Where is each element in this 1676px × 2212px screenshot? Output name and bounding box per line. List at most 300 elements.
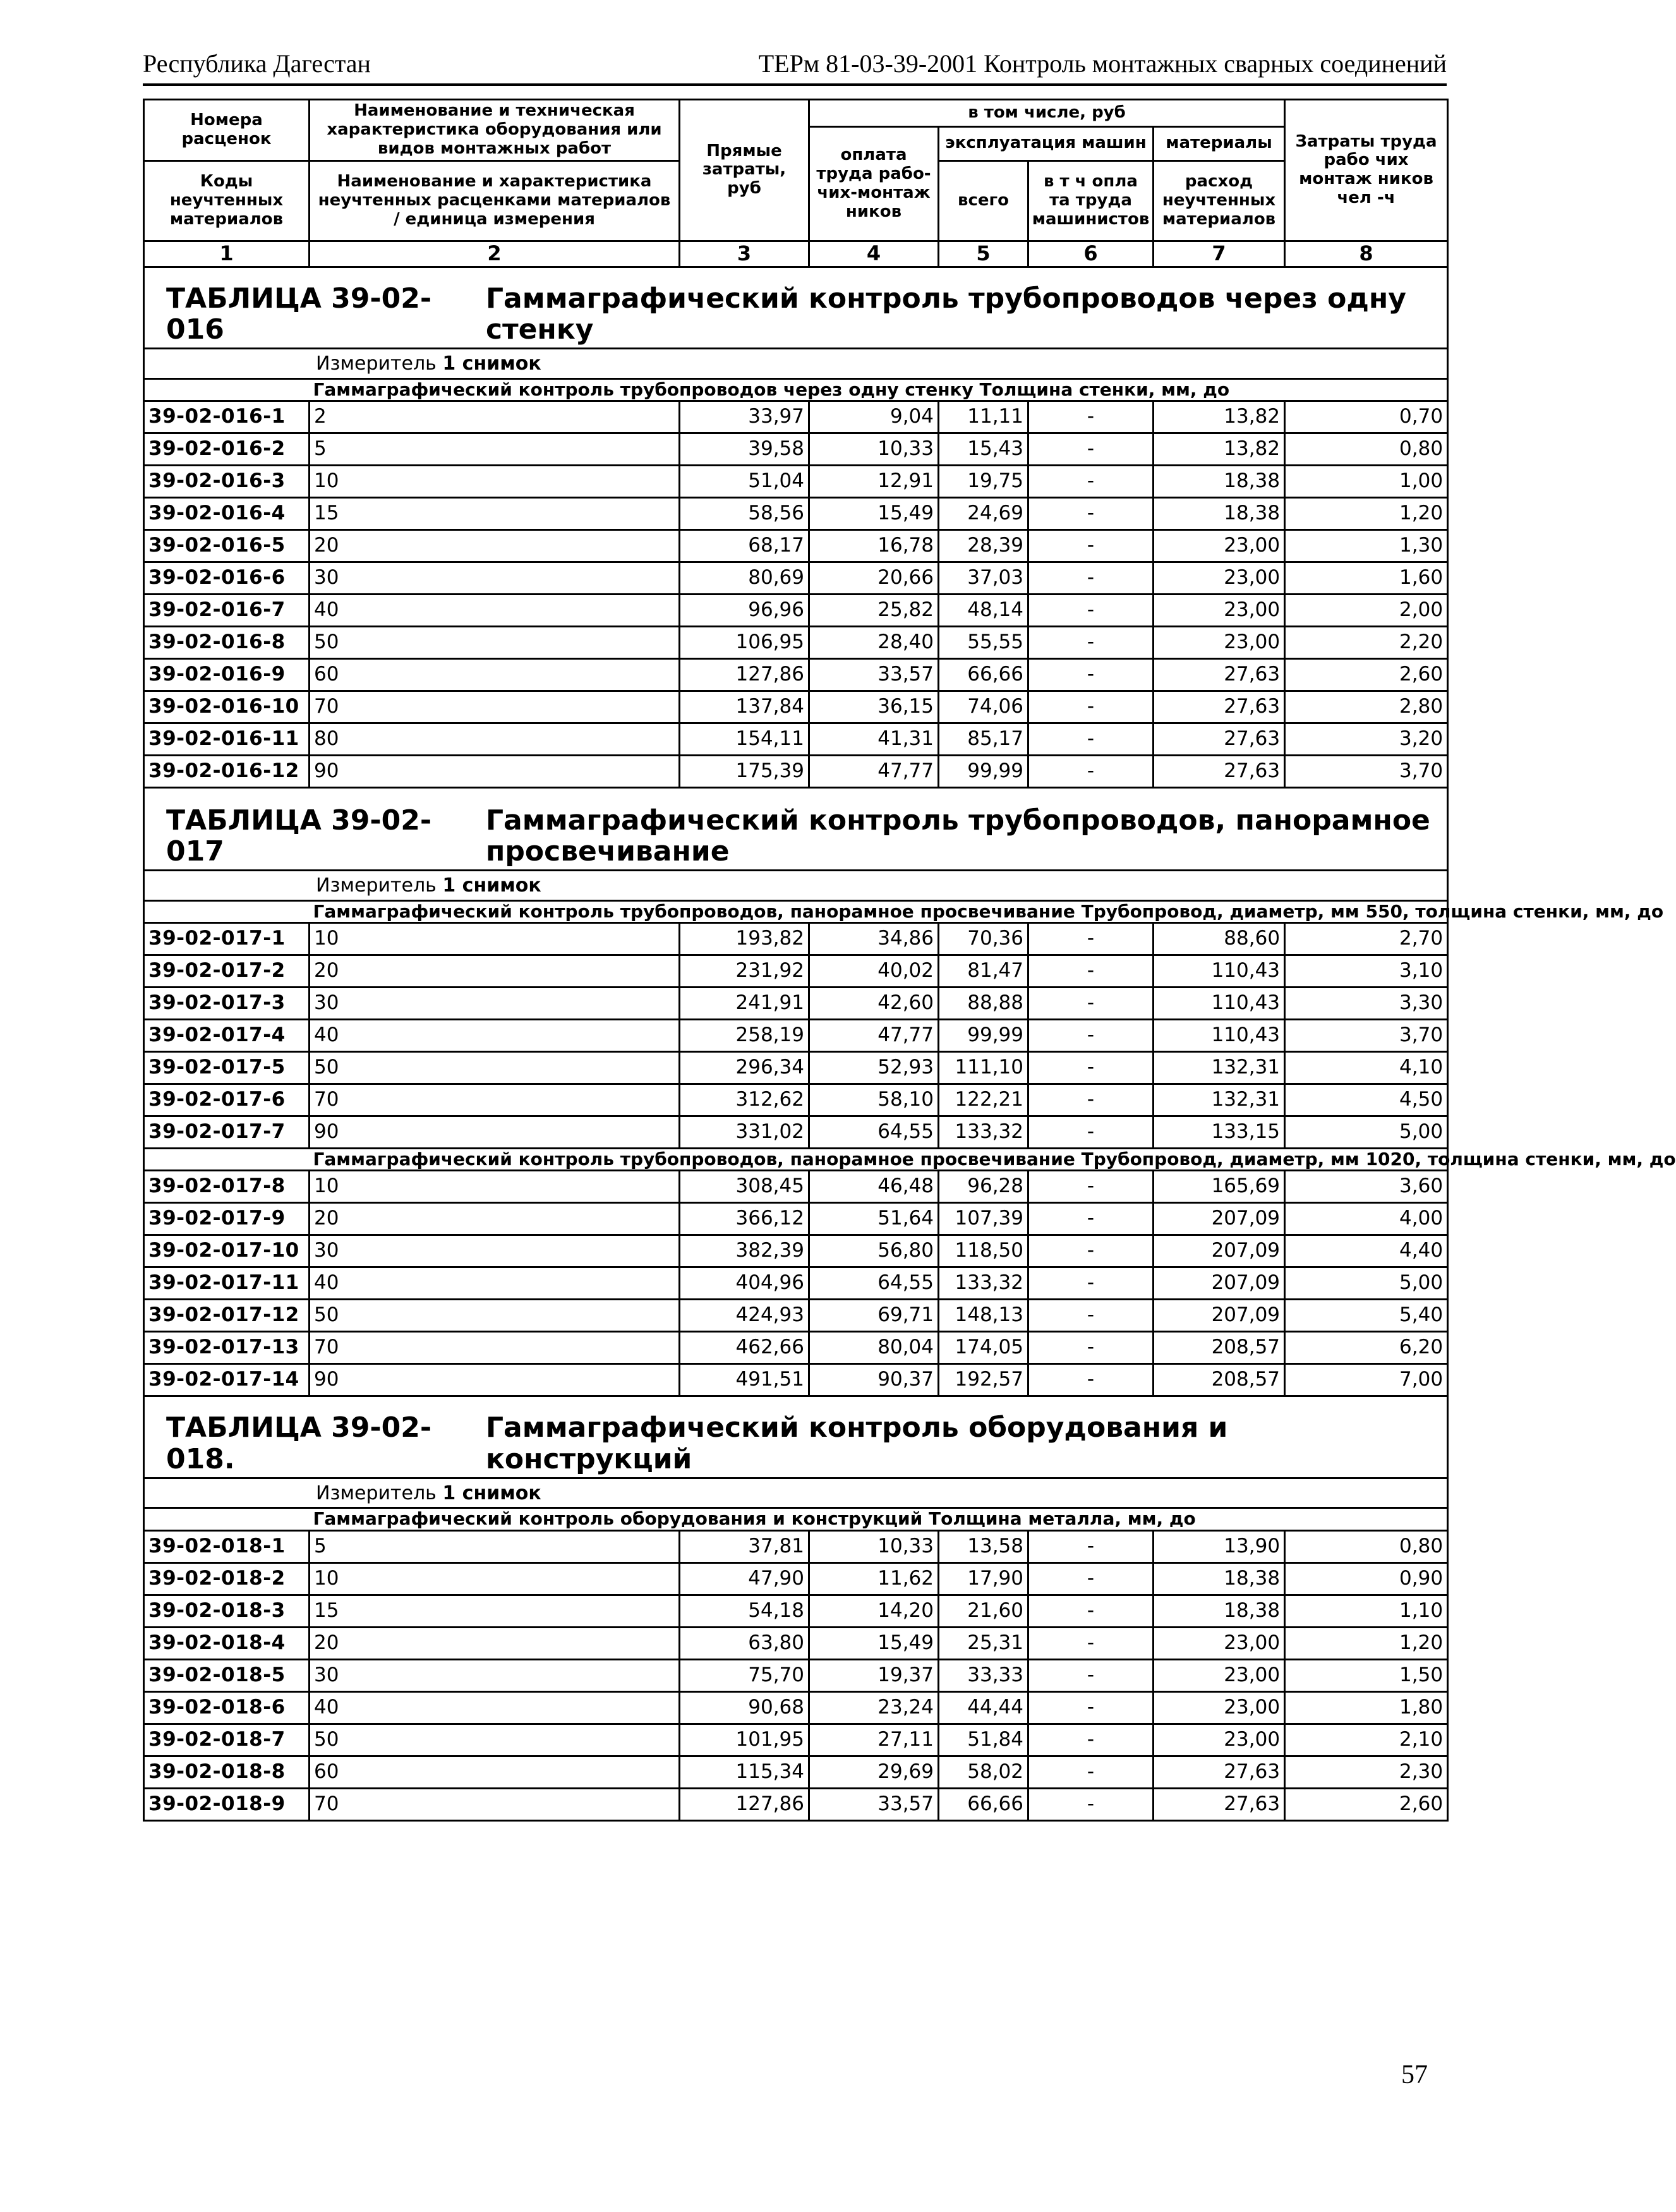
table-row <box>144 1595 1448 1627</box>
cell-operator-pay: - <box>1028 755 1154 787</box>
cell-rate-code: 39-02-016-2 <box>144 433 310 465</box>
column-number: 7 <box>1154 241 1285 267</box>
cell-machine-total: 118,50 <box>939 1235 1028 1267</box>
table-row <box>144 626 1448 658</box>
cell-labor-hours: 4,50 <box>1285 1084 1448 1116</box>
cell-direct-costs: 382,39 <box>680 1235 809 1267</box>
table-title-cell <box>144 787 1448 871</box>
cell-rate-code: 39-02-018-6 <box>144 1691 310 1724</box>
cell-labor-pay: 12,91 <box>809 465 939 497</box>
cell-labor-pay: 28,40 <box>809 626 939 658</box>
table-row <box>144 1724 1448 1756</box>
cell-operator-pay: - <box>1028 1171 1154 1203</box>
cell-labor-hours: 4,10 <box>1285 1052 1448 1084</box>
table-row <box>144 1171 1448 1203</box>
region-title: Республика Дагестан <box>143 49 371 78</box>
cell-parameter: 30 <box>310 1235 680 1267</box>
cell-parameter: 50 <box>310 1724 680 1756</box>
cell-direct-costs: 231,92 <box>680 955 809 988</box>
cell-direct-costs: 462,66 <box>680 1332 809 1364</box>
cell-materials: 27,63 <box>1154 658 1285 691</box>
cell-direct-costs: 51,04 <box>680 465 809 497</box>
cell-operator-pay: - <box>1028 1788 1154 1820</box>
section-spacer <box>144 378 310 401</box>
cell-rate-code: 39-02-018-3 <box>144 1595 310 1627</box>
cell-rate-code: 39-02-017-6 <box>144 1084 310 1116</box>
cell-labor-pay: 19,37 <box>809 1659 939 1691</box>
col-header-labor-costs: Затраты труда рабо чих монтаж ников чел -ч <box>1285 100 1448 241</box>
cell-parameter: 50 <box>310 626 680 658</box>
cell-direct-costs: 331,02 <box>680 1116 809 1149</box>
cell-rate-code: 39-02-016-12 <box>144 755 310 787</box>
cell-materials: 18,38 <box>1154 1562 1285 1595</box>
col-header-operator-pay: в т ч опла та труда машинистов <box>1028 160 1154 241</box>
cell-materials: 23,00 <box>1154 1724 1285 1756</box>
page-header <box>143 51 1447 86</box>
cell-parameter: 20 <box>310 955 680 988</box>
unit-label: Измеритель <box>316 353 437 375</box>
col-header-machine-total: всего <box>939 160 1028 241</box>
cell-direct-costs: 241,91 <box>680 988 809 1020</box>
cell-materials: 27,63 <box>1154 1788 1285 1820</box>
unit-row <box>144 349 1448 379</box>
cell-direct-costs: 106,95 <box>680 626 809 658</box>
cell-parameter: 80 <box>310 723 680 755</box>
cell-rate-code: 39-02-018-5 <box>144 1659 310 1691</box>
section-spacer <box>144 1508 310 1530</box>
cell-machine-total: 111,10 <box>939 1052 1028 1084</box>
table-row <box>144 1562 1448 1595</box>
table-row <box>144 755 1448 787</box>
table-name: Гаммаграфический контроль оборудования и конструкций <box>486 1411 1228 1475</box>
cell-machine-total: 51,84 <box>939 1724 1028 1756</box>
section-header-row <box>144 1149 1448 1171</box>
unit-cell <box>144 1478 1448 1508</box>
cell-materials: 133,15 <box>1154 1116 1285 1149</box>
cell-materials: 208,57 <box>1154 1364 1285 1396</box>
cell-materials: 207,09 <box>1154 1300 1285 1332</box>
cell-direct-costs: 96,96 <box>680 594 809 626</box>
cell-direct-costs: 366,12 <box>680 1203 809 1235</box>
cell-machine-total: 66,66 <box>939 658 1028 691</box>
cell-direct-costs: 404,96 <box>680 1267 809 1300</box>
table-row <box>144 1756 1448 1788</box>
cell-materials: 18,38 <box>1154 1595 1285 1627</box>
cell-operator-pay: - <box>1028 691 1154 723</box>
table-row <box>144 691 1448 723</box>
cell-labor-hours: 3,70 <box>1285 1020 1448 1052</box>
cell-machine-total: 48,14 <box>939 594 1028 626</box>
col-header-material-codes: Коды неучтенных материалов <box>144 160 310 241</box>
cell-labor-pay: 58,10 <box>809 1084 939 1116</box>
col-header-including: в том числе, руб <box>809 100 1285 127</box>
cell-operator-pay: - <box>1028 1300 1154 1332</box>
cell-labor-pay: 15,49 <box>809 1627 939 1659</box>
cell-parameter: 20 <box>310 1627 680 1659</box>
table-row <box>144 1084 1448 1116</box>
cell-labor-pay: 14,20 <box>809 1595 939 1627</box>
cell-machine-total: 44,44 <box>939 1691 1028 1724</box>
cell-materials: 165,69 <box>1154 1171 1285 1203</box>
table-row <box>144 658 1448 691</box>
cell-rate-code: 39-02-016-11 <box>144 723 310 755</box>
cell-labor-hours: 1,30 <box>1285 529 1448 562</box>
cell-labor-hours: 1,20 <box>1285 1627 1448 1659</box>
cell-labor-pay: 25,82 <box>809 594 939 626</box>
table-row <box>144 955 1448 988</box>
cell-direct-costs: 308,45 <box>680 1171 809 1203</box>
cell-labor-pay: 80,04 <box>809 1332 939 1364</box>
table-row <box>144 1203 1448 1235</box>
table-title-row <box>144 1396 1448 1478</box>
cell-labor-pay: 29,69 <box>809 1756 939 1788</box>
cell-operator-pay: - <box>1028 1020 1154 1052</box>
cell-machine-total: 33,33 <box>939 1659 1028 1691</box>
cell-labor-pay: 56,80 <box>809 1235 939 1267</box>
table-row <box>144 923 1448 955</box>
cell-direct-costs: 175,39 <box>680 755 809 787</box>
cell-rate-code: 39-02-016-4 <box>144 497 310 529</box>
unit-row <box>144 1478 1448 1508</box>
cell-machine-total: 58,02 <box>939 1756 1028 1788</box>
table-title-cell <box>144 267 1448 349</box>
table-row <box>144 1116 1448 1149</box>
cell-operator-pay: - <box>1028 1691 1154 1724</box>
cell-labor-pay: 9,04 <box>809 401 939 433</box>
cell-labor-pay: 23,24 <box>809 1691 939 1724</box>
cell-labor-pay: 52,93 <box>809 1052 939 1084</box>
cell-direct-costs: 80,69 <box>680 562 809 594</box>
column-number: 2 <box>310 241 680 267</box>
cell-rate-code: 39-02-018-9 <box>144 1788 310 1820</box>
cell-direct-costs: 101,95 <box>680 1724 809 1756</box>
cell-labor-hours: 2,60 <box>1285 658 1448 691</box>
cell-machine-total: 24,69 <box>939 497 1028 529</box>
cell-parameter: 70 <box>310 1788 680 1820</box>
cell-operator-pay: - <box>1028 1627 1154 1659</box>
cell-parameter: 50 <box>310 1300 680 1332</box>
cell-direct-costs: 39,58 <box>680 433 809 465</box>
cell-operator-pay: - <box>1028 594 1154 626</box>
cell-machine-total: 122,21 <box>939 1084 1028 1116</box>
cell-machine-total: 37,03 <box>939 562 1028 594</box>
cell-operator-pay: - <box>1028 465 1154 497</box>
cell-labor-hours: 5,00 <box>1285 1116 1448 1149</box>
cell-materials: 23,00 <box>1154 1627 1285 1659</box>
cell-labor-hours: 4,40 <box>1285 1235 1448 1267</box>
cell-rate-code: 39-02-016-6 <box>144 562 310 594</box>
cell-parameter: 50 <box>310 1052 680 1084</box>
cell-rate-code: 39-02-017-11 <box>144 1267 310 1300</box>
cell-labor-hours: 1,20 <box>1285 497 1448 529</box>
cell-rate-code: 39-02-017-7 <box>144 1116 310 1149</box>
cell-machine-total: 25,31 <box>939 1627 1028 1659</box>
cell-labor-hours: 2,20 <box>1285 626 1448 658</box>
cell-operator-pay: - <box>1028 923 1154 955</box>
cell-parameter: 70 <box>310 691 680 723</box>
cell-labor-hours: 6,20 <box>1285 1332 1448 1364</box>
cell-machine-total: 17,90 <box>939 1562 1028 1595</box>
cell-materials: 23,00 <box>1154 562 1285 594</box>
cell-labor-pay: 36,15 <box>809 691 939 723</box>
col-header-rate-numbers: Номера расценок <box>144 100 310 161</box>
table-row <box>144 1052 1448 1084</box>
cell-direct-costs: 491,51 <box>680 1364 809 1396</box>
cell-direct-costs: 90,68 <box>680 1691 809 1724</box>
cell-machine-total: 81,47 <box>939 955 1028 988</box>
unit-value: 1 снимок <box>442 874 541 897</box>
cell-operator-pay: - <box>1028 723 1154 755</box>
cell-rate-code: 39-02-017-9 <box>144 1203 310 1235</box>
table-row <box>144 1300 1448 1332</box>
cell-materials: 207,09 <box>1154 1203 1285 1235</box>
cell-materials: 23,00 <box>1154 1659 1285 1691</box>
cell-labor-pay: 10,33 <box>809 1530 939 1562</box>
cell-parameter: 70 <box>310 1332 680 1364</box>
cell-parameter: 15 <box>310 1595 680 1627</box>
cell-direct-costs: 33,97 <box>680 401 809 433</box>
cell-labor-hours: 3,20 <box>1285 723 1448 755</box>
cell-labor-hours: 3,70 <box>1285 755 1448 787</box>
cell-materials: 110,43 <box>1154 988 1285 1020</box>
cell-materials: 207,09 <box>1154 1267 1285 1300</box>
table-title <box>148 789 1443 870</box>
cell-materials: 23,00 <box>1154 1691 1285 1724</box>
cell-parameter: 40 <box>310 1267 680 1300</box>
cell-rate-code: 39-02-018-2 <box>144 1562 310 1595</box>
table-row <box>144 1364 1448 1396</box>
table-row <box>144 1788 1448 1820</box>
cell-materials: 27,63 <box>1154 1756 1285 1788</box>
cell-machine-total: 55,55 <box>939 626 1028 658</box>
cell-rate-code: 39-02-017-4 <box>144 1020 310 1052</box>
cell-operator-pay: - <box>1028 1562 1154 1595</box>
unit-line <box>148 1479 1443 1508</box>
cell-direct-costs: 424,93 <box>680 1300 809 1332</box>
cell-parameter: 5 <box>310 433 680 465</box>
column-number: 6 <box>1028 241 1154 267</box>
cell-direct-costs: 37,81 <box>680 1530 809 1562</box>
table-title-row <box>144 267 1448 349</box>
section-header-row <box>144 378 1448 401</box>
cell-operator-pay: - <box>1028 1235 1154 1267</box>
unit-line <box>148 871 1443 900</box>
cell-operator-pay: - <box>1028 562 1154 594</box>
table-name: Гаммаграфический контроль трубопроводов через одну стенку <box>486 282 1406 346</box>
table-row <box>144 1691 1448 1724</box>
cell-rate-code: 39-02-016-1 <box>144 401 310 433</box>
table-row <box>144 1627 1448 1659</box>
table-name: Гаммаграфический контроль трубопроводов, панорамное просвечивание <box>486 804 1430 868</box>
cell-direct-costs: 58,56 <box>680 497 809 529</box>
cell-machine-total: 148,13 <box>939 1300 1028 1332</box>
cell-machine-total: 85,17 <box>939 723 1028 755</box>
cell-operator-pay: - <box>1028 658 1154 691</box>
cell-operator-pay: - <box>1028 1659 1154 1691</box>
cell-machine-total: 66,66 <box>939 1788 1028 1820</box>
cell-machine-total: 70,36 <box>939 923 1028 955</box>
cell-machine-total: 13,58 <box>939 1530 1028 1562</box>
cell-labor-hours: 1,00 <box>1285 465 1448 497</box>
unit-label: Измеритель <box>316 1482 437 1504</box>
cell-rate-code: 39-02-017-2 <box>144 955 310 988</box>
table-row <box>144 1235 1448 1267</box>
cell-machine-total: 15,43 <box>939 433 1028 465</box>
col-header-labor-pay: оплата труда рабо-чих-монтаж ников <box>809 127 939 241</box>
section-title: Гаммаграфический контроль трубопроводов через одну стенку Толщина стенки, мм, до <box>310 378 1448 401</box>
cell-labor-hours: 0,70 <box>1285 401 1448 433</box>
cell-operator-pay: - <box>1028 529 1154 562</box>
cell-parameter: 20 <box>310 529 680 562</box>
cell-materials: 13,82 <box>1154 433 1285 465</box>
cell-machine-total: 107,39 <box>939 1203 1028 1235</box>
cell-labor-pay: 41,31 <box>809 723 939 755</box>
cell-labor-hours: 1,50 <box>1285 1659 1448 1691</box>
unit-label: Измеритель <box>316 874 437 897</box>
cell-labor-hours: 3,30 <box>1285 988 1448 1020</box>
cell-direct-costs: 154,11 <box>680 723 809 755</box>
cell-labor-hours: 2,10 <box>1285 1724 1448 1756</box>
unit-value: 1 снимок <box>442 353 541 375</box>
cell-rate-code: 39-02-018-8 <box>144 1756 310 1788</box>
cell-rate-code: 39-02-018-4 <box>144 1627 310 1659</box>
column-number: 8 <box>1285 241 1448 267</box>
cell-machine-total: 99,99 <box>939 1020 1028 1052</box>
column-number: 4 <box>809 241 939 267</box>
cell-labor-pay: 47,77 <box>809 755 939 787</box>
section-title: Гаммаграфический контроль трубопроводов, панорамное просвечивание Трубопровод, диаметр, мм 550, толщина стенки, мм, до <box>310 900 1448 922</box>
cell-materials: 23,00 <box>1154 594 1285 626</box>
cell-machine-total: 99,99 <box>939 755 1028 787</box>
cell-labor-pay: 69,71 <box>809 1300 939 1332</box>
cell-labor-pay: 64,55 <box>809 1116 939 1149</box>
cell-labor-pay: 27,11 <box>809 1724 939 1756</box>
table-row <box>144 465 1448 497</box>
cell-machine-total: 133,32 <box>939 1116 1028 1149</box>
cell-rate-code: 39-02-016-5 <box>144 529 310 562</box>
cell-labor-hours: 2,80 <box>1285 691 1448 723</box>
cell-machine-total: 133,32 <box>939 1267 1028 1300</box>
table-title <box>148 1397 1443 1477</box>
unit-cell <box>144 871 1448 901</box>
cell-operator-pay: - <box>1028 1756 1154 1788</box>
cell-operator-pay: - <box>1028 401 1154 433</box>
cell-rate-code: 39-02-016-3 <box>144 465 310 497</box>
cell-materials: 110,43 <box>1154 1020 1285 1052</box>
cell-operator-pay: - <box>1028 1724 1154 1756</box>
section-header-row <box>144 1508 1448 1530</box>
table-row <box>144 1530 1448 1562</box>
cell-operator-pay: - <box>1028 1203 1154 1235</box>
cell-labor-hours: 3,10 <box>1285 955 1448 988</box>
cell-materials: 27,63 <box>1154 755 1285 787</box>
cell-parameter: 40 <box>310 1691 680 1724</box>
cell-rate-code: 39-02-017-10 <box>144 1235 310 1267</box>
cell-labor-pay: 40,02 <box>809 955 939 988</box>
unit-value: 1 снимок <box>442 1482 541 1504</box>
cell-labor-pay: 64,55 <box>809 1267 939 1300</box>
cell-parameter: 30 <box>310 988 680 1020</box>
cell-direct-costs: 75,70 <box>680 1659 809 1691</box>
cell-materials: 13,82 <box>1154 401 1285 433</box>
cell-direct-costs: 127,86 <box>680 658 809 691</box>
cell-labor-hours: 1,10 <box>1285 1595 1448 1627</box>
cell-direct-costs: 258,19 <box>680 1020 809 1052</box>
col-header-material-name: Наименование и характеристика неучтенных расценками материалов / единица измерения <box>310 160 680 241</box>
cell-parameter: 10 <box>310 1562 680 1595</box>
cell-parameter: 5 <box>310 1530 680 1562</box>
cell-materials: 23,00 <box>1154 626 1285 658</box>
cell-labor-hours: 4,00 <box>1285 1203 1448 1235</box>
cell-direct-costs: 127,86 <box>680 1788 809 1820</box>
cell-operator-pay: - <box>1028 1364 1154 1396</box>
table-row <box>144 594 1448 626</box>
cell-operator-pay: - <box>1028 1116 1154 1149</box>
table-title-row <box>144 787 1448 871</box>
table-row <box>144 562 1448 594</box>
cell-machine-total: 21,60 <box>939 1595 1028 1627</box>
unit-row <box>144 871 1448 901</box>
cell-operator-pay: - <box>1028 1267 1154 1300</box>
cell-rate-code: 39-02-018-7 <box>144 1724 310 1756</box>
cell-labor-hours: 1,60 <box>1285 562 1448 594</box>
cell-labor-hours: 0,90 <box>1285 1562 1448 1595</box>
cell-machine-total: 174,05 <box>939 1332 1028 1364</box>
cell-labor-pay: 51,64 <box>809 1203 939 1235</box>
column-number: 5 <box>939 241 1028 267</box>
cell-materials: 18,38 <box>1154 465 1285 497</box>
cell-rate-code: 39-02-016-10 <box>144 691 310 723</box>
section-spacer <box>144 1149 310 1171</box>
cell-parameter: 90 <box>310 1364 680 1396</box>
cell-parameter: 10 <box>310 1171 680 1203</box>
cell-labor-hours: 2,60 <box>1285 1788 1448 1820</box>
cell-machine-total: 96,28 <box>939 1171 1028 1203</box>
cell-parameter: 60 <box>310 658 680 691</box>
cell-labor-pay: 10,33 <box>809 433 939 465</box>
table-row <box>144 1267 1448 1300</box>
cell-materials: 207,09 <box>1154 1235 1285 1267</box>
section-spacer <box>144 900 310 922</box>
cell-labor-hours: 2,30 <box>1285 1756 1448 1788</box>
cell-rate-code: 39-02-017-12 <box>144 1300 310 1332</box>
cell-operator-pay: - <box>1028 626 1154 658</box>
cell-parameter: 30 <box>310 562 680 594</box>
cell-parameter: 20 <box>310 1203 680 1235</box>
cell-direct-costs: 193,82 <box>680 923 809 955</box>
cell-parameter: 10 <box>310 465 680 497</box>
cell-labor-hours: 0,80 <box>1285 433 1448 465</box>
cell-parameter: 40 <box>310 594 680 626</box>
unit-line <box>148 349 1443 378</box>
cell-labor-hours: 3,60 <box>1285 1171 1448 1203</box>
col-header-direct-costs: Прямые затраты, руб <box>680 100 809 241</box>
cell-machine-total: 74,06 <box>939 691 1028 723</box>
cell-rate-code: 39-02-017-14 <box>144 1364 310 1396</box>
page-number: 57 <box>1401 2060 1428 2089</box>
table-row <box>144 497 1448 529</box>
cell-machine-total: 19,75 <box>939 465 1028 497</box>
cell-parameter: 90 <box>310 1116 680 1149</box>
cell-labor-hours: 7,00 <box>1285 1364 1448 1396</box>
cell-labor-hours: 1,80 <box>1285 1691 1448 1724</box>
cell-parameter: 90 <box>310 755 680 787</box>
col-header-name: Наименование и техническая характеристика оборудования или видов монтажных работ <box>310 100 680 161</box>
cell-parameter: 40 <box>310 1020 680 1052</box>
col-header-machine-operation: эксплуатация машин <box>939 127 1154 161</box>
cell-rate-code: 39-02-017-8 <box>144 1171 310 1203</box>
column-number: 1 <box>144 241 310 267</box>
